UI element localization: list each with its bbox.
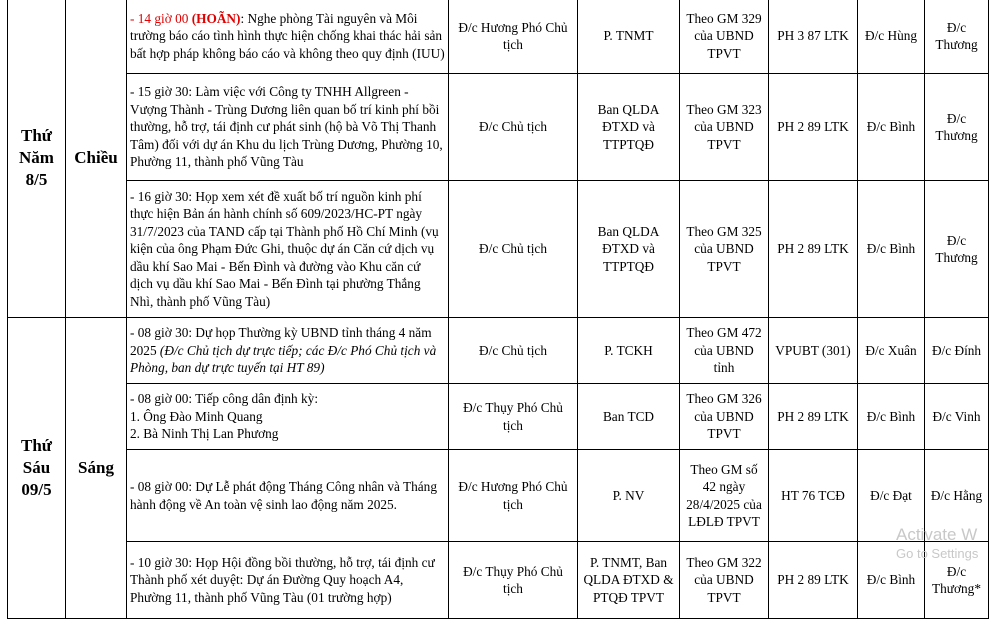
day-label: Thứ — [21, 436, 52, 455]
prep-cell: P. TNMT — [578, 0, 680, 74]
agenda-list-item: 2. Bà Ninh Thị Lan Phương — [130, 426, 279, 442]
table-row — [8, 384, 989, 450]
agenda-content — [127, 0, 449, 74]
prep-cell: Ban QLDA ĐTXD và TTPTQĐ — [578, 74, 680, 181]
prep-cell: P. TNMT, Ban QLDA ĐTXD & PTQĐ TPVT — [578, 542, 680, 619]
secretary-cell: Đ/c Thương — [925, 0, 989, 74]
prep-cell: Ban QLDA ĐTXD và TTPTQĐ — [578, 181, 680, 318]
invite-cell: Theo GM 322 của UBND TPVT — [680, 542, 769, 619]
agenda-note: (Đ/c Chủ tịch dự trực tiếp; các Đ/c Phó Chủ tịch và Phòng, ban dự trực tuyến tại HT 89) — [130, 342, 437, 376]
watermark-title: Activate W — [896, 525, 978, 544]
agenda-text: - 08 giờ 00: Tiếp công dân định kỳ: — [130, 391, 319, 407]
agenda-content: - 08 giờ 00: Dự Lễ phát động Tháng Công nhân và Tháng hành động về An toàn vệ sinh lao động năm 2025. — [127, 450, 449, 542]
table-row — [8, 74, 989, 181]
chair-cell: Đ/c Chủ tịch — [449, 181, 578, 318]
place-cell: PH 2 89 LTK — [769, 384, 858, 450]
day-label: Sáu — [22, 458, 51, 477]
invite-cell: Theo GM 323 của UBND TPVT — [680, 74, 769, 181]
secretary-cell: Đ/c Vinh — [925, 384, 989, 450]
driver-cell: Đ/c Đạt — [858, 450, 925, 542]
session-cell: Chiều — [66, 0, 127, 318]
day-cell — [8, 0, 66, 318]
place-cell: PH 2 89 LTK — [769, 181, 858, 318]
agenda-content — [127, 318, 449, 384]
place-cell: PH 2 89 LTK — [769, 542, 858, 619]
table-row — [8, 318, 989, 384]
invite-cell: Theo GM số 42 ngày 28/4/2025 của LĐLĐ TPVT — [680, 450, 769, 542]
chair-cell: Đ/c Thụy Phó Chủ tịch — [449, 384, 578, 450]
activate-windows-watermark — [896, 524, 978, 562]
agenda-time: - 14 giờ 00 — [130, 10, 192, 26]
driver-cell: Đ/c Bình — [858, 181, 925, 318]
driver-cell: Đ/c Bình — [858, 74, 925, 181]
prep-cell: Ban TCD — [578, 384, 680, 450]
agenda-content: - 10 giờ 30: Họp Hội đồng bồi thường, hỗ trợ, tái định cư Thành phố xét duyệt: Dự án Đường Quy hoạch A4, Phường 11, thành phố Vũng Tàu (01 trường hợp) — [127, 542, 449, 619]
chair-cell: Đ/c Chủ tịch — [449, 318, 578, 384]
driver-cell: Đ/c Bình — [858, 542, 925, 619]
secretary-cell: Đ/c Thương — [925, 74, 989, 181]
prep-cell: P. TCKH — [578, 318, 680, 384]
invite-cell: Theo GM 325 của UBND TPVT — [680, 181, 769, 318]
prep-cell: P. NV — [578, 450, 680, 542]
chair-cell: Đ/c Hương Phó Chủ tịch — [449, 0, 578, 74]
invite-cell: Theo GM 329 của UBND TPVT — [680, 0, 769, 74]
day-date: 09/5 — [21, 480, 52, 499]
agenda-text: - 08 giờ 30: Dự họp Thường kỳ UBND tỉnh tháng 4 năm 2025 — [130, 325, 432, 358]
agenda-content: - 16 giờ 30: Họp xem xét đề xuất bố trí nguồn kinh phí thực hiện Bản án hành chính số 609/2023/HC-PT ngày 31/7/2023 của TAND cấp tại Thành phố Hồ Chí Minh (vụ kiện của ông Phạm Đức Ghi, thuộc dự án Căn cứ dịch vụ dầu khí Sao Mai - Bến Đình và đường vào Khu căn cứ dịch vụ dầu khí Sao Mai - Bến Đình tại phường Thắng Nhì, thành phố Vũng Tàu) — [127, 181, 449, 318]
invite-cell: Theo GM 326 của UBND TPVT — [680, 384, 769, 450]
day-label: Thứ — [21, 126, 52, 145]
secretary-cell: Đ/c Hằng — [925, 450, 989, 542]
secretary-cell: Đ/c Thương* — [925, 542, 989, 619]
table-row — [8, 450, 989, 542]
secretary-cell: Đ/c Đính — [925, 318, 989, 384]
place-cell: HT 76 TCĐ — [769, 450, 858, 542]
day-cell — [8, 318, 66, 619]
session-cell: Sáng — [66, 318, 127, 619]
chair-cell: Đ/c Chủ tịch — [449, 74, 578, 181]
schedule-table — [7, 0, 989, 619]
watermark-subtitle: Go to Settings — [896, 546, 979, 561]
postponed-badge: (HOÃN) — [191, 10, 241, 26]
table-row — [8, 181, 989, 318]
day-date: 8/5 — [25, 170, 48, 189]
invite-cell: Theo GM 472 của UBND tỉnh — [680, 318, 769, 384]
secretary-cell: Đ/c Thương — [925, 181, 989, 318]
chair-cell: Đ/c Hương Phó Chủ tịch — [449, 450, 578, 542]
agenda-text: : Nghe phòng Tài nguyên và Môi trường báo cáo tình hình thực hiện chống khai thác hải sản bất hợp pháp không báo cáo và không theo quy định (IUU) — [130, 10, 445, 61]
place-cell: PH 2 89 LTK — [769, 74, 858, 181]
table-row — [8, 0, 989, 74]
agenda-content — [127, 384, 449, 450]
driver-cell: Đ/c Xuân — [858, 318, 925, 384]
day-label: Năm — [19, 148, 54, 167]
driver-cell: Đ/c Bình — [858, 384, 925, 450]
place-cell: VPUBT (301) — [769, 318, 858, 384]
chair-cell: Đ/c Thụy Phó Chủ tịch — [449, 542, 578, 619]
table-row — [8, 542, 989, 619]
driver-cell: Đ/c Hùng — [858, 0, 925, 74]
place-cell: PH 3 87 LTK — [769, 0, 858, 74]
agenda-list-item: 1. Ông Đào Minh Quang — [130, 408, 263, 424]
agenda-content: - 15 giờ 30: Làm việc với Công ty TNHH Allgreen - Vượng Thành - Trùng Dương liên quan bố trí kinh phí bồi thường, hỗ trợ, tái định cư phát sinh (hộ bà Võ Thị Thanh Tâm) đối với dự án Khu du lịch Trùng Dương, Phường 10, Phường 11, thành phố Vũng Tàu — [127, 74, 449, 181]
